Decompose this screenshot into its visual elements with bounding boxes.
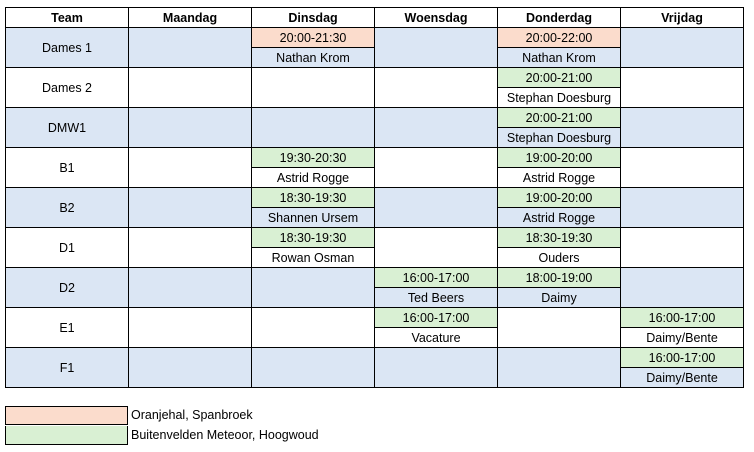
empty-slot [375,148,498,188]
empty-slot [375,68,498,108]
empty-slot [498,348,621,388]
slot-content [498,268,620,307]
empty-slot [129,68,252,108]
slot-content [498,148,620,187]
empty-slot [621,148,744,188]
legend-label: Buitenvelden Meteoor, Hoogwoud [131,428,319,442]
slot-trainer: Ted Beers [407,290,465,305]
slot-content [621,348,743,387]
legend-swatch-green [5,426,128,445]
training-slot [498,28,621,68]
empty-slot [252,68,375,108]
slot-content [498,28,620,67]
header-row [6,8,744,28]
table-row [6,268,744,308]
slot-time: 18:30-19:30 [252,228,374,248]
header-team: Team [6,8,129,28]
slot-trainer: Ouders [538,250,580,265]
slot-time: 20:00-21:00 [498,108,620,128]
team-name: B2 [6,188,129,228]
empty-slot [129,308,252,348]
training-slot [252,28,375,68]
empty-slot [498,308,621,348]
slot-content [498,108,620,147]
empty-slot [252,348,375,388]
slot-time: 19:00-20:00 [498,188,620,208]
empty-slot [375,348,498,388]
empty-slot [621,68,744,108]
training-slot [498,148,621,188]
slot-trainer: Daimy/Bente [646,330,718,345]
team-name: Dames 2 [6,68,129,108]
empty-slot [252,268,375,308]
slot-time: 19:30-20:30 [252,148,374,168]
slot-trainer: Stephan Doesburg [506,130,612,145]
slot-time: 20:00-21:30 [252,28,374,48]
slot-time: 16:00-17:00 [621,348,743,368]
header-maandag: Maandag [129,8,252,28]
slot-content [621,308,743,347]
empty-slot [129,268,252,308]
training-slot [375,308,498,348]
empty-slot [621,268,744,308]
slot-trainer: Daimy/Bente [646,370,718,385]
empty-slot [621,188,744,228]
empty-slot [129,108,252,148]
table-row [6,148,744,188]
slot-content [498,228,620,267]
slot-time: 16:00-17:00 [375,308,497,328]
slot-trainer: Astrid Rogge [276,170,350,185]
empty-slot [375,108,498,148]
slot-time: 18:30-19:30 [252,188,374,208]
table-row [6,348,744,388]
table-row [6,28,744,68]
slot-content [375,268,497,307]
team-name: E1 [6,308,129,348]
schedule-body [6,28,744,388]
empty-slot [129,148,252,188]
empty-slot [375,28,498,68]
slot-content [498,68,620,107]
slot-trainer: Stephan Doesburg [506,90,612,105]
team-name: B1 [6,148,129,188]
legend-item [5,405,319,425]
slot-content [252,228,374,267]
training-slot [498,108,621,148]
slot-time: 16:00-17:00 [375,268,497,288]
training-slot [252,148,375,188]
slot-trainer: Nathan Krom [522,50,596,65]
team-name: Dames 1 [6,28,129,68]
empty-slot [252,308,375,348]
table-row [6,108,744,148]
table-row [6,68,744,108]
legend-swatch-orange [5,406,128,425]
slot-trainer: Rowan Osman [271,250,355,265]
empty-slot [129,348,252,388]
slot-time: 20:00-21:00 [498,68,620,88]
slot-content [252,188,374,227]
team-name: D1 [6,228,129,268]
empty-slot [129,188,252,228]
header-donderdag: Donderdag [498,8,621,28]
empty-slot [375,228,498,268]
slot-time: 20:00-22:00 [498,28,620,48]
slot-content [375,308,497,347]
training-slot [252,188,375,228]
training-slot [252,228,375,268]
legend [5,405,319,445]
training-slot [621,348,744,388]
empty-slot [621,228,744,268]
training-slot [498,68,621,108]
empty-slot [621,108,744,148]
slot-time: 19:00-20:00 [498,148,620,168]
slot-trainer: Shannen Ursem [267,210,359,225]
training-slot [621,308,744,348]
slot-trainer: Nathan Krom [276,50,350,65]
team-name: D2 [6,268,129,308]
header-dinsdag: Dinsdag [252,8,375,28]
team-name: DMW1 [6,108,129,148]
slot-content [252,28,374,67]
table-row [6,308,744,348]
slot-content [498,188,620,227]
slot-time: 18:30-19:30 [498,228,620,248]
slot-time: 16:00-17:00 [621,308,743,328]
training-slot [498,228,621,268]
header-woensdag: Woensdag [375,8,498,28]
empty-slot [375,188,498,228]
slot-trainer: Astrid Rogge [522,210,596,225]
empty-slot [621,28,744,68]
team-name: F1 [6,348,129,388]
table-row [6,228,744,268]
slot-content [252,148,374,187]
training-slot [498,188,621,228]
empty-slot [129,28,252,68]
empty-slot [252,108,375,148]
header-vrijdag: Vrijdag [621,8,744,28]
legend-label: Oranjehal, Spanbroek [131,408,253,422]
slot-trainer: Vacature [411,330,461,345]
training-slot [375,268,498,308]
slot-time: 18:00-19:00 [498,268,620,288]
table-row [6,188,744,228]
schedule-table [5,7,744,388]
empty-slot [129,228,252,268]
training-slot [498,268,621,308]
slot-trainer: Astrid Rogge [522,170,596,185]
slot-trainer: Daimy [541,290,577,305]
legend-item [5,425,319,445]
